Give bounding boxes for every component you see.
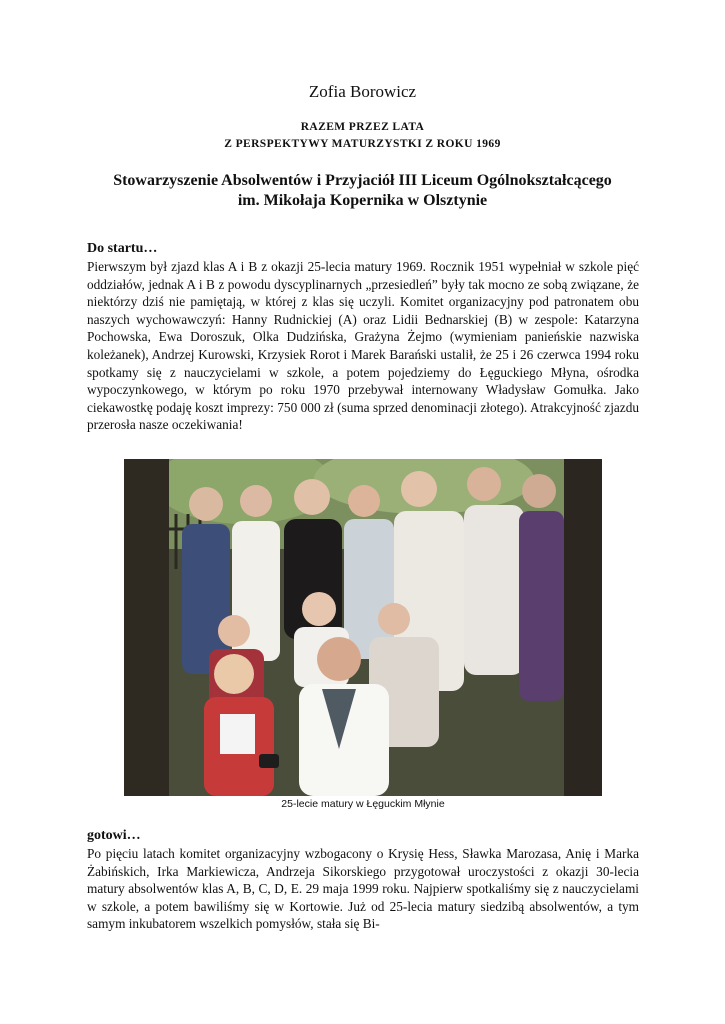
- group-photo: [124, 459, 602, 796]
- group-photo-illustration: [124, 459, 602, 796]
- kicker-line-2: Z PERSPEKTYWY MATURZYSTKI Z ROKU 1969: [224, 138, 501, 150]
- section-paragraph-start: Pierwszym był zjazd klas A i B z okazji 25-lecia matury 1969. Rocznik 1951 wypełniał w szkole pięć oddziałów, jednak A i B z powodu dyscyplinarnych „przesiedleń” były tak mocno ze sobą związane, że niektórzy dziś nie pamiętają, w której z klas się uczyli. Komitet organizacyjny pod patronatem obu naszych wychowawczyń: Hanny Rudnickiej (A) oraz Lidii Bednarskiej (B) w zespole: Katarzyna Pochowska, Ewa Doroszuk, Olka Dudzińska, Grażyna Żejmo (wymieniam panieńskie nazwiska koleżanek), Andrzej Kurowski, Krzysiek Rorot i Marek Barański ustalił, że 25 i 26 czerwca 1994 roku spotkamy się z nauczycielami w szkole, a potem pojedziemy do Łęguckiego Młyna, ośrodka wypoczynkowego, w którym po roku 1970 przebywał internowany Władysław Gomułka. Jako ciekawostkę podaję koszt imprezy: 750 000 zł (suma sprzed denominacji złotego). Atrakcyjność zjazdu przerosła nasze oczekiwania!: [87, 259, 639, 433]
- article-title-line-2: im. Mikołaja Kopernika w Olsztynie: [237, 192, 488, 209]
- section-heading-ready: gotowi…: [87, 828, 141, 843]
- author-name: Zofia Borowicz: [308, 82, 417, 101]
- article-title-line-1: Stowarzyszenie Absolwentów i Przyjaciół III Liceum Ogólnokształcącego: [113, 172, 612, 189]
- photo-caption: 25-lecie matury w Łęguckim Młynie: [281, 798, 445, 810]
- article-title: [60, 171, 665, 211]
- section-paragraph-ready: Po pięciu latach komitet organizacyjny wzbogacony o Krysię Hess, Sławka Marozasa, Anię i Marka Żabińskich, Irka Markiewicza, Andrzeja Sikorskiego przygotował uroczystości z okazji 30-lecia matury absolwentów klas A, B, C, D, E. 29 maja 1999 roku. Najpierw spotkaliśmy się z nauczycielami w szkole, a potem bawiliśmy się w Kortowie. Już od 25-lecia matury siedzibą absolwentów, a tym samym inkubatorem wszelkich pomysłów, stała się Bi-: [87, 846, 639, 932]
- section-heading-start: Do startu…: [87, 241, 158, 256]
- kicker-line-1: RAZEM PRZEZ LATA: [300, 121, 425, 133]
